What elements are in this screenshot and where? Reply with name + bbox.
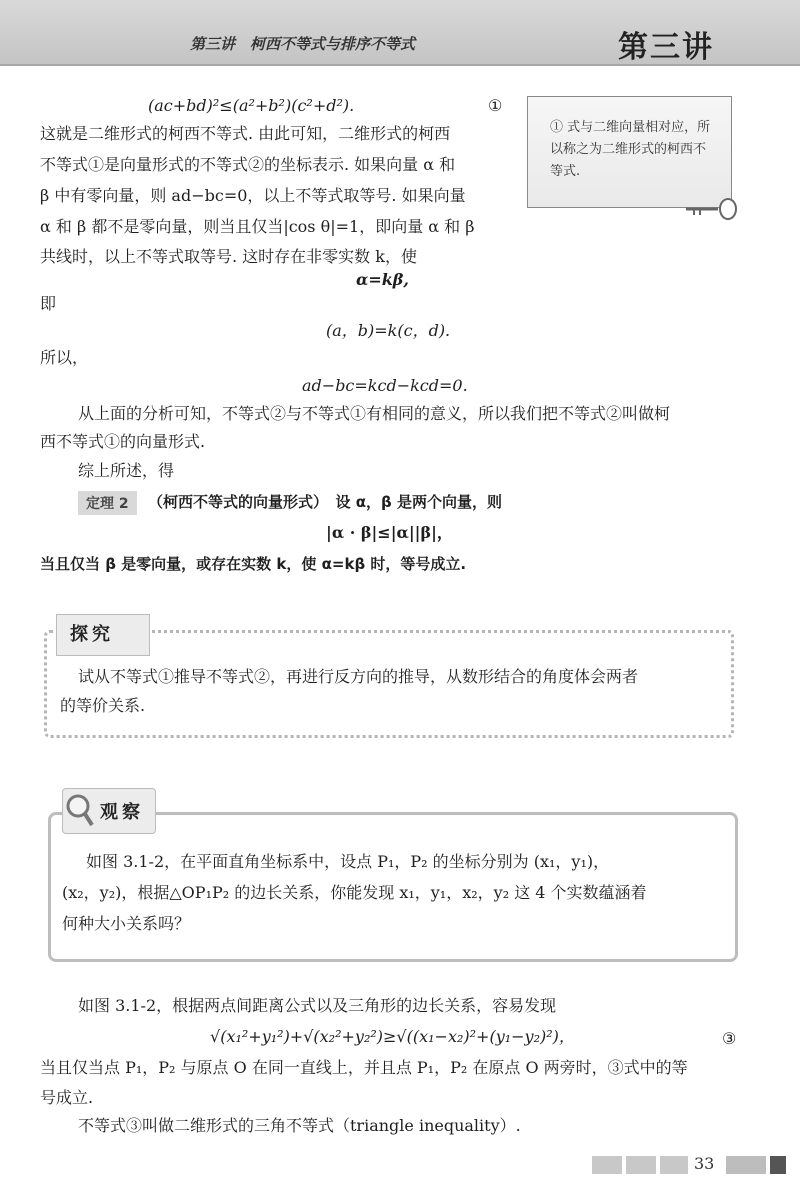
paragraph-line: 如图 3.1-2，根据两点间距离公式以及三角形的边长关系，容易发现 — [78, 996, 557, 1015]
equation-ad: ad−bc=kcd−kcd=0. — [302, 376, 468, 395]
equation-3-number: ③ — [722, 1029, 737, 1048]
text-suoyi: 所以， — [40, 348, 89, 367]
paragraph-line: 共线时，以上不等式取等号. 这时存在非零实数 k，使 — [40, 247, 417, 266]
paragraph-line: 这就是二维形式的柯西不等式. 由此可知，二维形式的柯西 — [40, 124, 451, 143]
paragraph-line: 不等式①是向量形式的不等式②的坐标表示. 如果向量 α 和 — [40, 155, 456, 174]
paragraph-line: β 中有零向量，则 ad−bc=0，以上不等式取等号. 如果向量 — [40, 186, 466, 205]
equation-1-number: ① — [488, 96, 503, 115]
text-ji: 即 — [40, 294, 57, 313]
side-note-text: ① 式与二维向量相对应，所以称之为二维形式的柯西不等式. — [550, 120, 711, 179]
observe-line: 何种大小关系吗？ — [62, 914, 191, 933]
theorem-condition: 当且仅当 β 是零向量，或存在实数 k，使 α=kβ 时，等号成立. — [40, 555, 467, 573]
explore-line: 的等价关系. — [60, 696, 146, 715]
explore-line: 试从不等式①推导不等式②，再进行反方向的推导，从数形结合的角度体会两者 — [78, 667, 639, 686]
footer-decoration — [592, 1156, 688, 1174]
paragraph-line: 当且仅当点 P₁，P₂ 与原点 O 在同一直线上，并且点 P₁，P₂ 在原点 O 两旁时，③式中的等 — [40, 1058, 688, 1077]
paragraph-line: 从上面的分析可知，不等式②与不等式①有相同的意义，所以我们把不等式②叫做柯 — [78, 404, 671, 423]
paragraph-line: α 和 β 都不是零向量，则当且仅当|cos θ|=1，即向量 α 和 β — [40, 217, 475, 236]
theorem-equation: |α · β|≤|α||β|， — [326, 523, 453, 542]
theorem-tag: 定理 2 — [78, 491, 137, 515]
header-title: 第三讲 柯西不等式与排序不等式 — [190, 35, 416, 53]
equation-3: √(x₁²+y₁²)+√(x₂²+y₂²)≥√((x₁−x₂)²+(y₁−y₂)²)， — [210, 1027, 575, 1046]
equation-1: (ac+bd)²≤(a²+b²)(c²+d²). — [148, 96, 355, 115]
magnifier-icon — [64, 792, 94, 828]
key-icon — [686, 196, 738, 222]
paragraph-line: 号成立. — [40, 1088, 94, 1107]
observe-label: 观察 — [100, 802, 144, 823]
page-number: 33 — [694, 1154, 715, 1173]
equation-ab: (a，b)=k(c，d). — [326, 321, 451, 340]
summary-text: 综上所述，得 — [78, 461, 175, 480]
side-note — [527, 96, 732, 208]
paragraph-line: 西不等式①的向量形式. — [40, 432, 206, 451]
equation-alpha: α=kβ, — [356, 270, 409, 289]
observe-line: (x₂，y₂)，根据△OP₁P₂ 的边长关系，你能发现 x₁，y₁，x₂，y₂ 这 4 个实数蕴涵着 — [62, 883, 647, 902]
observe-line: 如图 3.1-2，在平面直角坐标系中，设点 P₁，P₂ 的坐标分别为 (x₁，y₁)， — [86, 852, 610, 871]
header-chapter: 第三讲 — [618, 30, 714, 65]
footer-decoration — [726, 1156, 786, 1174]
theorem-title: （柯西不等式的向量形式） 设 α，β 是两个向量，则 — [148, 493, 502, 511]
paragraph-line: 不等式③叫做二维形式的三角不等式（triangle inequality）. — [78, 1116, 521, 1135]
explore-label: 探究 — [70, 624, 114, 645]
